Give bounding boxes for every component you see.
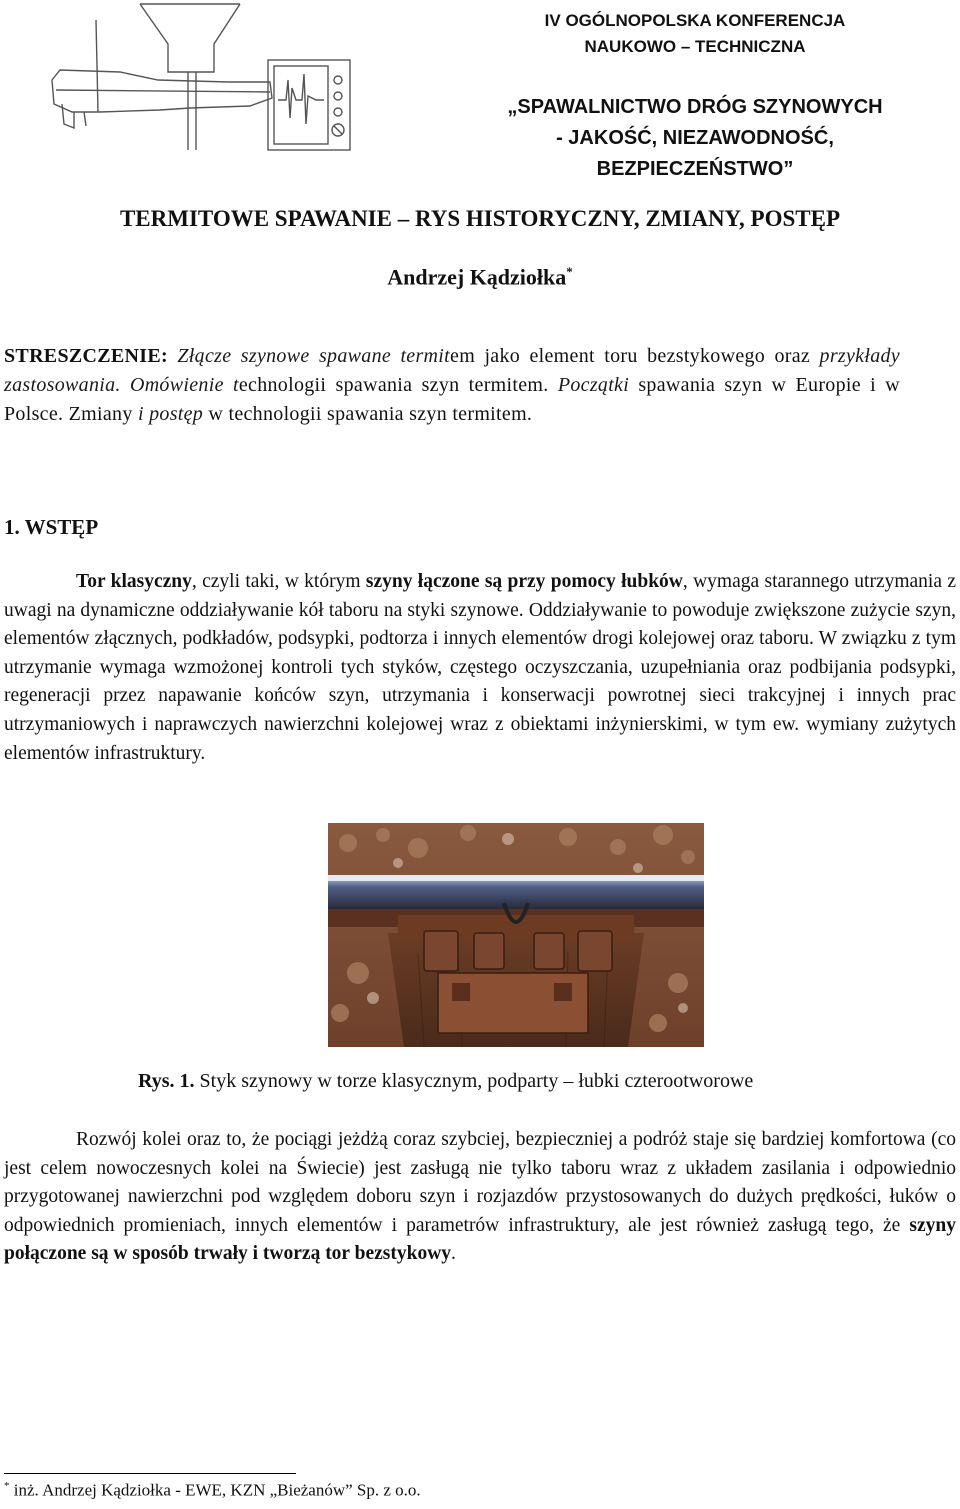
footnote-mark: *: [4, 1480, 10, 1492]
paragraph-2-bold-1: szyny połączone są w sposób trwały i tworzą tor bezstykowy: [4, 1214, 956, 1265]
conference-theme: [470, 92, 920, 185]
conference-theme-line-1: „SPAWALNICTWO DRÓG SZYNOWYCH: [507, 96, 883, 118]
paragraph-1-bold-1: Tor klasyczny: [76, 571, 192, 592]
abstract-text-1: Złącze szynowe spawane termit: [177, 345, 451, 367]
footnote-text: inż. Andrzej Kądziołka - EWE, KZN „Bieżanów” Sp. z o.o.: [9, 1480, 421, 1500]
paragraph-2-text-1: Rozwój kolei oraz to, że pociągi jeżdżą coraz szybciej, bezpieczniej a podróż staje się bardziej komfortowa (co jest celem nowoczesnych kolei na Świecie) jest zasługą nie tylko taboru wraz z układem zasilania i odpowiednio przygotowanej nawierzchni pod względem doboru szyn i rozjazdów przystosowanych do dużych prędkości, łuków o odpowiednich promieniach, innych elementów i parametrów infrastruktury, ale jest również zasługą tego, że: [4, 1129, 956, 1236]
author-footnote-mark: *: [566, 264, 573, 279]
abstract-text-2: em jako element toru bezstykowego oraz: [450, 345, 820, 367]
abstract-text-6: spawania szyn w Europie i w Polsce. Zmiany: [4, 374, 901, 425]
conference-theme-line-2: - JAKOŚĆ, NIEZAWODNOŚĆ,: [556, 127, 834, 149]
paragraph-1: [4, 568, 956, 768]
abstract-text-5: Początki: [557, 374, 630, 396]
conference-line-1: IV OGÓLNOPOLSKA KONFERENCJA: [544, 11, 846, 30]
abstract-text-4: echnologii spawania szyn termitem.: [238, 374, 558, 396]
author-line: [0, 264, 960, 290]
paragraph-1-text-1: , czyli taki, w którym: [191, 571, 366, 592]
footnote: [4, 1480, 421, 1501]
abstract-text-7: i postęp: [137, 403, 204, 425]
paragraph-2-text-2: .: [451, 1243, 456, 1265]
abstract-text-8: w technologii spawania szyn termitem.: [203, 403, 533, 425]
section-heading: 1. WSTĘP: [4, 515, 99, 539]
figure-caption-text: Styk szynowy w torze klasycznym, podparty – łubki czterootworowe: [194, 1070, 754, 1092]
paragraph-1-text-2: , wymaga starannego utrzymania z uwagi na dynamiczne oddziaływanie kół taboru na styki szynowe. Oddziaływanie to powoduje zwiększone zużycie szyn, elementów złącznych, podkładów, podsypki, podtorza i innych elementów drogi kolejowej oraz taboru. W związku z tym utrzymanie wymaga wzmożonej kontroli tych styków, częstego oczyszczania, uzupełniania oraz podbijania podsypki, regeneracji przez napawanie końców szyn, utrzymania i konserwacji powrotnej sieci trakcyjnej i innych prac utrzymaniowych i naprawczych nawierzchni kolejowej wraz z obiektami inżynierskimi, w tym ew. wymiany zużytych elementów infrastruktury.: [4, 571, 956, 764]
rail-joint-photo: [328, 823, 704, 1047]
paragraph-2: [4, 1126, 956, 1269]
figure-label: Rys. 1.: [138, 1070, 195, 1092]
abstract-text-3: przykłady zastosowania. Omówienie t: [4, 345, 900, 396]
conference-logo: [40, 0, 360, 160]
paragraph-1-bold-2: szyny łączone są przy pomocy łubków: [365, 571, 683, 592]
conference-line-2: NAUKOWO – TECHNICZNA: [584, 37, 806, 56]
footnote-separator: [4, 1473, 296, 1474]
abstract-label: STRESZCZENIE:: [4, 345, 168, 367]
conference-theme-line-3: BEZPIECZEŃSTWO”: [596, 158, 794, 180]
conference-name: [470, 8, 920, 60]
paper-title: TERMITOWE SPAWANIE – RYS HISTORYCZNY, ZMIANY, POSTĘP: [119, 206, 841, 231]
author-name: Andrzej Kądziołka: [387, 264, 567, 290]
figure-caption: [138, 1070, 753, 1093]
abstract: [4, 342, 900, 429]
